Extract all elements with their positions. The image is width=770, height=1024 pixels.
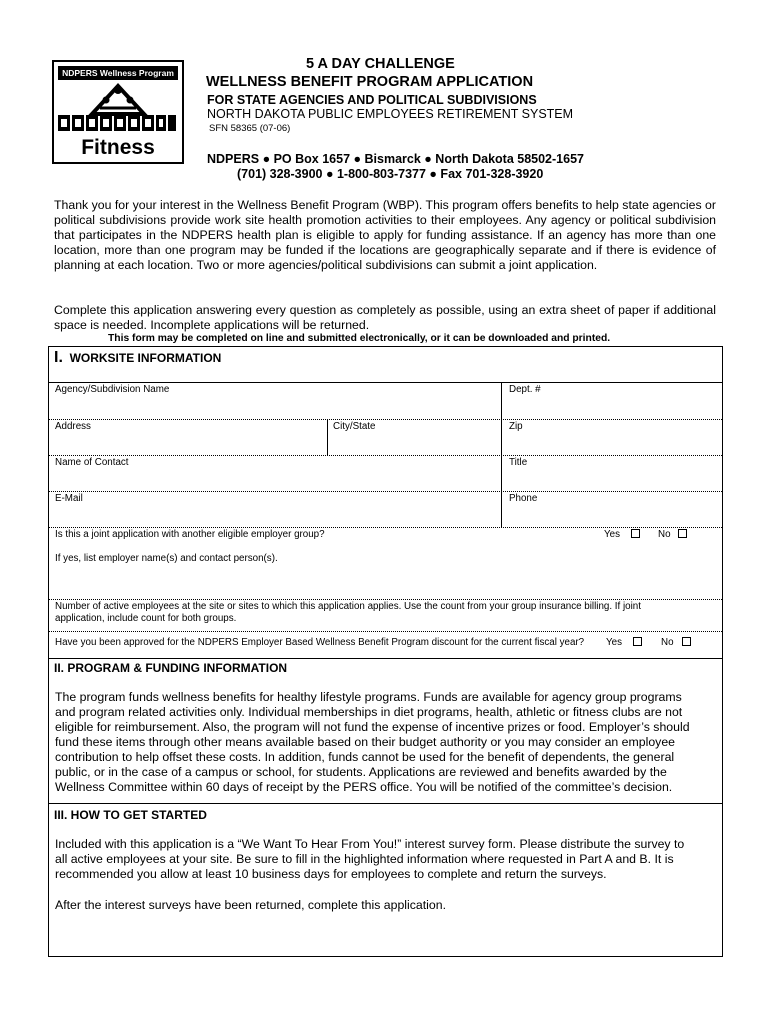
title-line2: WELLNESS BENEFIT PROGRAM APPLICATION <box>206 74 534 90</box>
contact-title-field[interactable] <box>505 469 719 489</box>
subtitle: FOR STATE AGENCIES AND POLITICAL SUBDIVISIONS <box>207 93 537 107</box>
divider <box>49 491 722 492</box>
dept-field[interactable] <box>505 397 719 417</box>
address-label: Address <box>55 421 91 432</box>
section3-title: III. HOW TO GET STARTED <box>54 808 207 822</box>
joint-followup-label: If yes, list employer name(s) and contact person(s). <box>55 553 278 564</box>
column-divider <box>501 382 502 527</box>
employee-count-field[interactable] <box>349 613 719 627</box>
divider <box>49 419 722 420</box>
divider <box>49 382 722 383</box>
ndpers-wellness-logo <box>52 60 184 164</box>
section2-title: II. PROGRAM & FUNDING INFORMATION <box>54 661 288 675</box>
divider <box>49 455 722 456</box>
instructions-paragraph: Complete this application answering every question as completely as possible, using an extra sheet of paper if additional space is needed. Incomplete applications will be returned. <box>54 303 716 332</box>
section2-line: fund these items through other means available based on their budget authority or you may consider an employee <box>55 735 676 749</box>
section1-numeral: I. <box>54 349 63 366</box>
joint-yes-label: Yes <box>604 529 620 540</box>
city-state-label: City/State <box>333 421 376 432</box>
zip-field[interactable] <box>505 433 719 453</box>
section2-line: and program related activities only. Individual memberships in diet programs, health, athletic or fitness clubs are not <box>55 705 683 719</box>
approved-yes-label: Yes <box>606 637 622 648</box>
joint-no-label: No <box>658 529 671 540</box>
zip-label: Zip <box>509 421 523 432</box>
phone-numbers: (701) 328-3900 ● 1-800-803-7377 ● Fax 701-328-3920 <box>237 167 544 181</box>
section3-line: recommended you allow at least 10 business days for employees to complete and return the surveys. <box>55 867 607 881</box>
city-state-field[interactable] <box>331 433 499 453</box>
closing-instruction: After the interest surveys have been returned, complete this application. <box>55 898 446 912</box>
column-divider <box>327 419 328 455</box>
agency-name-field[interactable] <box>51 397 499 417</box>
section3-line: Included with this application is a “We Want To Hear From You!” interest survey form. Please distribute the survey to <box>55 837 685 851</box>
dept-label: Dept. # <box>509 384 541 395</box>
approval-question: Have you been approved for the NDPERS Employer Based Wellness Benefit Program discount for the current fiscal year? <box>55 637 585 648</box>
section1-heading <box>54 349 221 367</box>
logo-tag: NDPERS Wellness Program <box>58 66 178 80</box>
fitness-figures-icon <box>56 82 180 136</box>
application-form <box>48 346 723 957</box>
contact-name-label: Name of Contact <box>55 457 129 468</box>
approved-no-checkbox[interactable] <box>682 637 691 646</box>
program-funding-text <box>55 690 690 795</box>
section3-line: all active employees at your site. Be sure to fill in the highlighted information where requested in Part A and B. It is <box>55 852 674 866</box>
email-label: E-Mail <box>55 493 83 504</box>
address-field[interactable] <box>51 433 321 453</box>
divider <box>49 599 722 600</box>
contact-title-label: Title <box>509 457 528 468</box>
section-divider <box>49 803 722 804</box>
divider <box>49 527 722 528</box>
agency-name-label: Agency/Subdivision Name <box>55 384 170 395</box>
contact-name-field[interactable] <box>51 469 499 489</box>
email-field[interactable] <box>51 505 499 525</box>
employee-count-label-line2: application, include count for both groups. <box>55 613 237 624</box>
submission-note: This form may be completed on line and submitted electronically, or it can be downloaded and printed. <box>108 333 611 344</box>
employee-count-label-line1: Number of active employees at the site or sites to which this application applies. Use the count from your group insurance billing. If joint <box>55 601 641 612</box>
logo-word: Fitness <box>81 136 155 159</box>
joint-employers-field[interactable] <box>51 567 719 597</box>
section2-line: eligible for reimbursement. Also, the program will not fund the expense of incentive prizes or food. Employer’s should <box>55 720 690 734</box>
sfn-number: SFN 58365 (07-06) <box>209 123 291 134</box>
joint-application-question: Is this a joint application with another eligible employer group? <box>55 529 325 540</box>
joint-yes-checkbox[interactable] <box>631 529 640 538</box>
section2-line: The program funds wellness benefits for healthy lifestyle programs. Funds are available for agency group programs <box>55 690 682 704</box>
mailing-address: NDPERS ● PO Box 1657 ● Bismarck ● North Dakota 58502-1657 <box>207 152 584 166</box>
section-divider <box>49 658 722 659</box>
title-line1: 5 A DAY CHALLENGE <box>306 56 455 72</box>
joint-no-checkbox[interactable] <box>678 529 687 538</box>
phone-field[interactable] <box>505 505 719 525</box>
phone-label: Phone <box>509 493 538 504</box>
section2-line: public, or in the case of a campus or school, for students. Applications are reviewed and benefits awarded by the <box>55 765 667 779</box>
section1-title: WORKSITE INFORMATION <box>69 351 222 365</box>
approved-no-label: No <box>661 637 674 648</box>
approved-yes-checkbox[interactable] <box>633 637 642 646</box>
section2-line: Wellness Committee within 60 days of receipt by the PERS office. You will be notified of the committee’s decision. <box>55 780 673 794</box>
how-to-get-started-text <box>55 837 684 882</box>
org-name: NORTH DAKOTA PUBLIC EMPLOYEES RETIREMENT SYSTEM <box>207 107 574 121</box>
section2-line: contribution to help offset these costs. In addition, funds cannot be used for the benefit of dependents, the general <box>55 750 675 764</box>
intro-paragraph: Thank you for your interest in the Wellness Benefit Program (WBP). This program offers benefits to help state agencies or political subdivisions provide work site health promotion activities to their employees. Any agency or political subdivision that participates in the NDPERS health plan is eligible to apply for funding assistance. If an agency has more than one location, more than one program may be funded if the locations are geographically separate and if there is evidence of planning at each location. Two or more agencies/political subdivisions can submit a joint application. <box>54 198 716 272</box>
divider <box>49 631 722 632</box>
